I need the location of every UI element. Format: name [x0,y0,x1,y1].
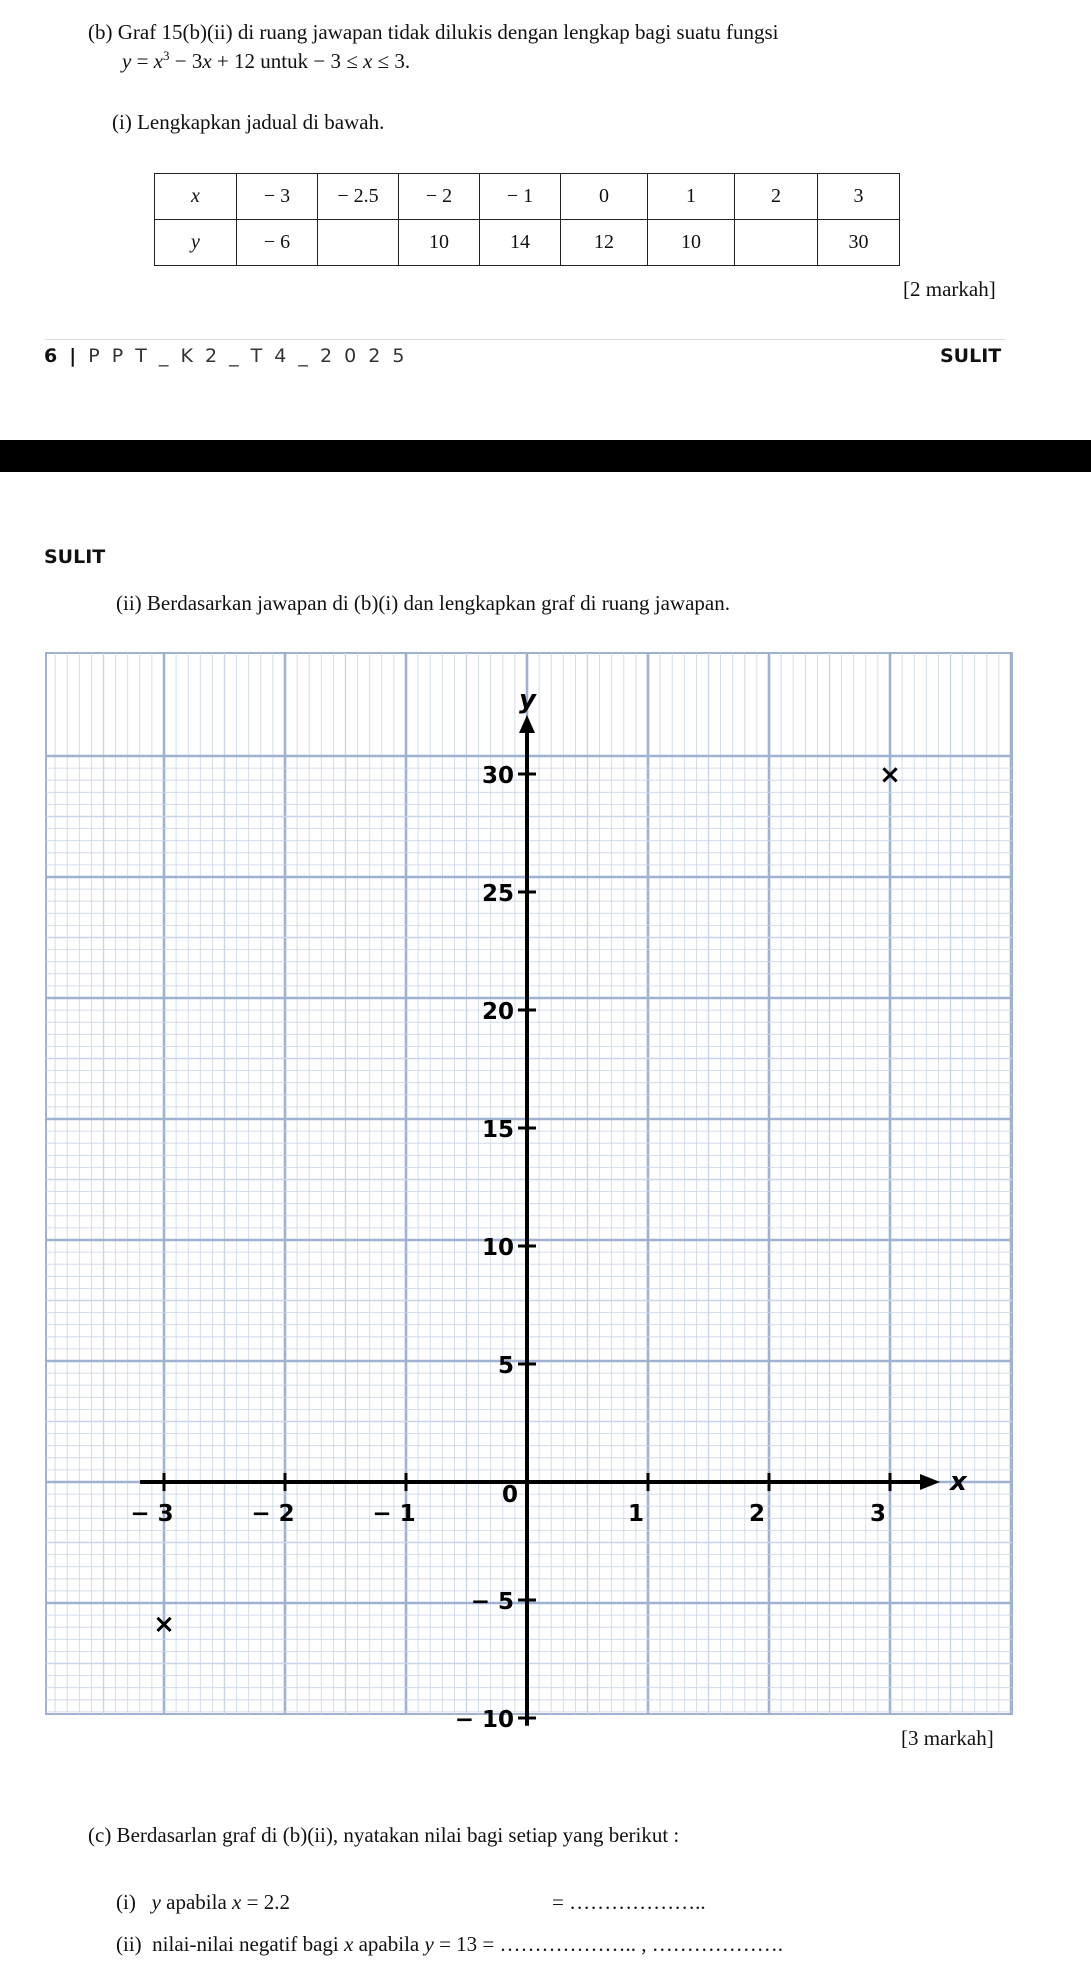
question-c-intro: (c) Berdasarlan graf di (b)(ii), nyatakan nilai bagi setiap yang berikut : [88,1823,680,1847]
y-tick-label: 10 [481,1235,514,1261]
table-header-x: x [155,174,237,220]
function-equation: $y = x^3 - 3x + 12$ untuk − 3 ≤ x ≤ 3. [122,48,411,73]
y-tick-label: − 5 [470,1589,514,1615]
table-header-y: y [155,220,237,266]
marks-label-ii: [3 markah] [901,1726,994,1750]
x-tick-label: 1 [627,1501,645,1527]
table-cell: − 2.5 [318,174,399,220]
y-tick-label: 30 [481,763,514,789]
question-c-i: (i) y apabila x = 2.2 [116,1890,290,1914]
table-cell: 2 [735,174,818,220]
question-b-intro: (b) Graf 15(b)(ii) di ruang jawapan tidak dilukis dengan lengkap bagi suatu fungsi [88,20,779,44]
data-point-marker: × [879,760,901,790]
table-cell: 1 [648,174,735,220]
table-cell: 10 [399,220,480,266]
x-axis-label: x [950,1467,967,1497]
table-cell: 0 [561,174,648,220]
table-cell: − 1 [480,174,561,220]
table-cell: − 6 [237,220,318,266]
header-sulit: SULIT [44,546,106,568]
table-cell: 3 [818,174,900,220]
y-axis-label: y [519,685,536,715]
page-number: 6 [44,345,58,367]
table-cell: − 3 [237,174,318,220]
y-tick-label: 15 [481,1117,514,1143]
marks-label-i: [2 markah] [903,277,996,301]
part-i-instruction: (i) Lengkapkan jadual di bawah. [112,110,385,134]
x-tick-label: − 2 [251,1501,295,1527]
x-tick-label: − 1 [372,1501,416,1527]
table-cell: 12 [561,220,648,266]
table-cell: 30 [818,220,900,266]
y-tick-label: 5 [497,1353,514,1379]
data-point-marker: × [153,1609,175,1640]
x-tick-label: − 3 [130,1501,174,1527]
y-tick-label: − 10 [454,1707,514,1733]
table-cell: 10 [648,220,735,266]
question-c-ii: (ii) nilai-nilai negatif bagi x apabila y = 13 = ……………….. , ………………. [116,1932,783,1956]
answer-blank-c-ii[interactable]: ……………….. , ………………. [499,1932,783,1956]
table-cell: − 2 [399,174,480,220]
y-tick-label: 25 [481,881,514,907]
x-tick-label: 3 [869,1501,887,1527]
paper-code: P P T _ K 2 _ T 4 _ 2 0 2 5 [88,345,408,367]
footer-separator: | [69,345,77,367]
origin-label: 0 [501,1482,519,1508]
x-tick-label: 2 [748,1501,766,1527]
table-cell: 14 [480,220,561,266]
y-tick-label: 20 [481,999,514,1025]
footer-sulit: SULIT [940,345,1002,367]
part-ii-instruction: (ii) Berdasarkan jawapan di (b)(i) dan lengkapkan graf di ruang jawapan. [116,591,730,615]
answer-blank-c-i[interactable]: = ……………….. [552,1890,706,1914]
